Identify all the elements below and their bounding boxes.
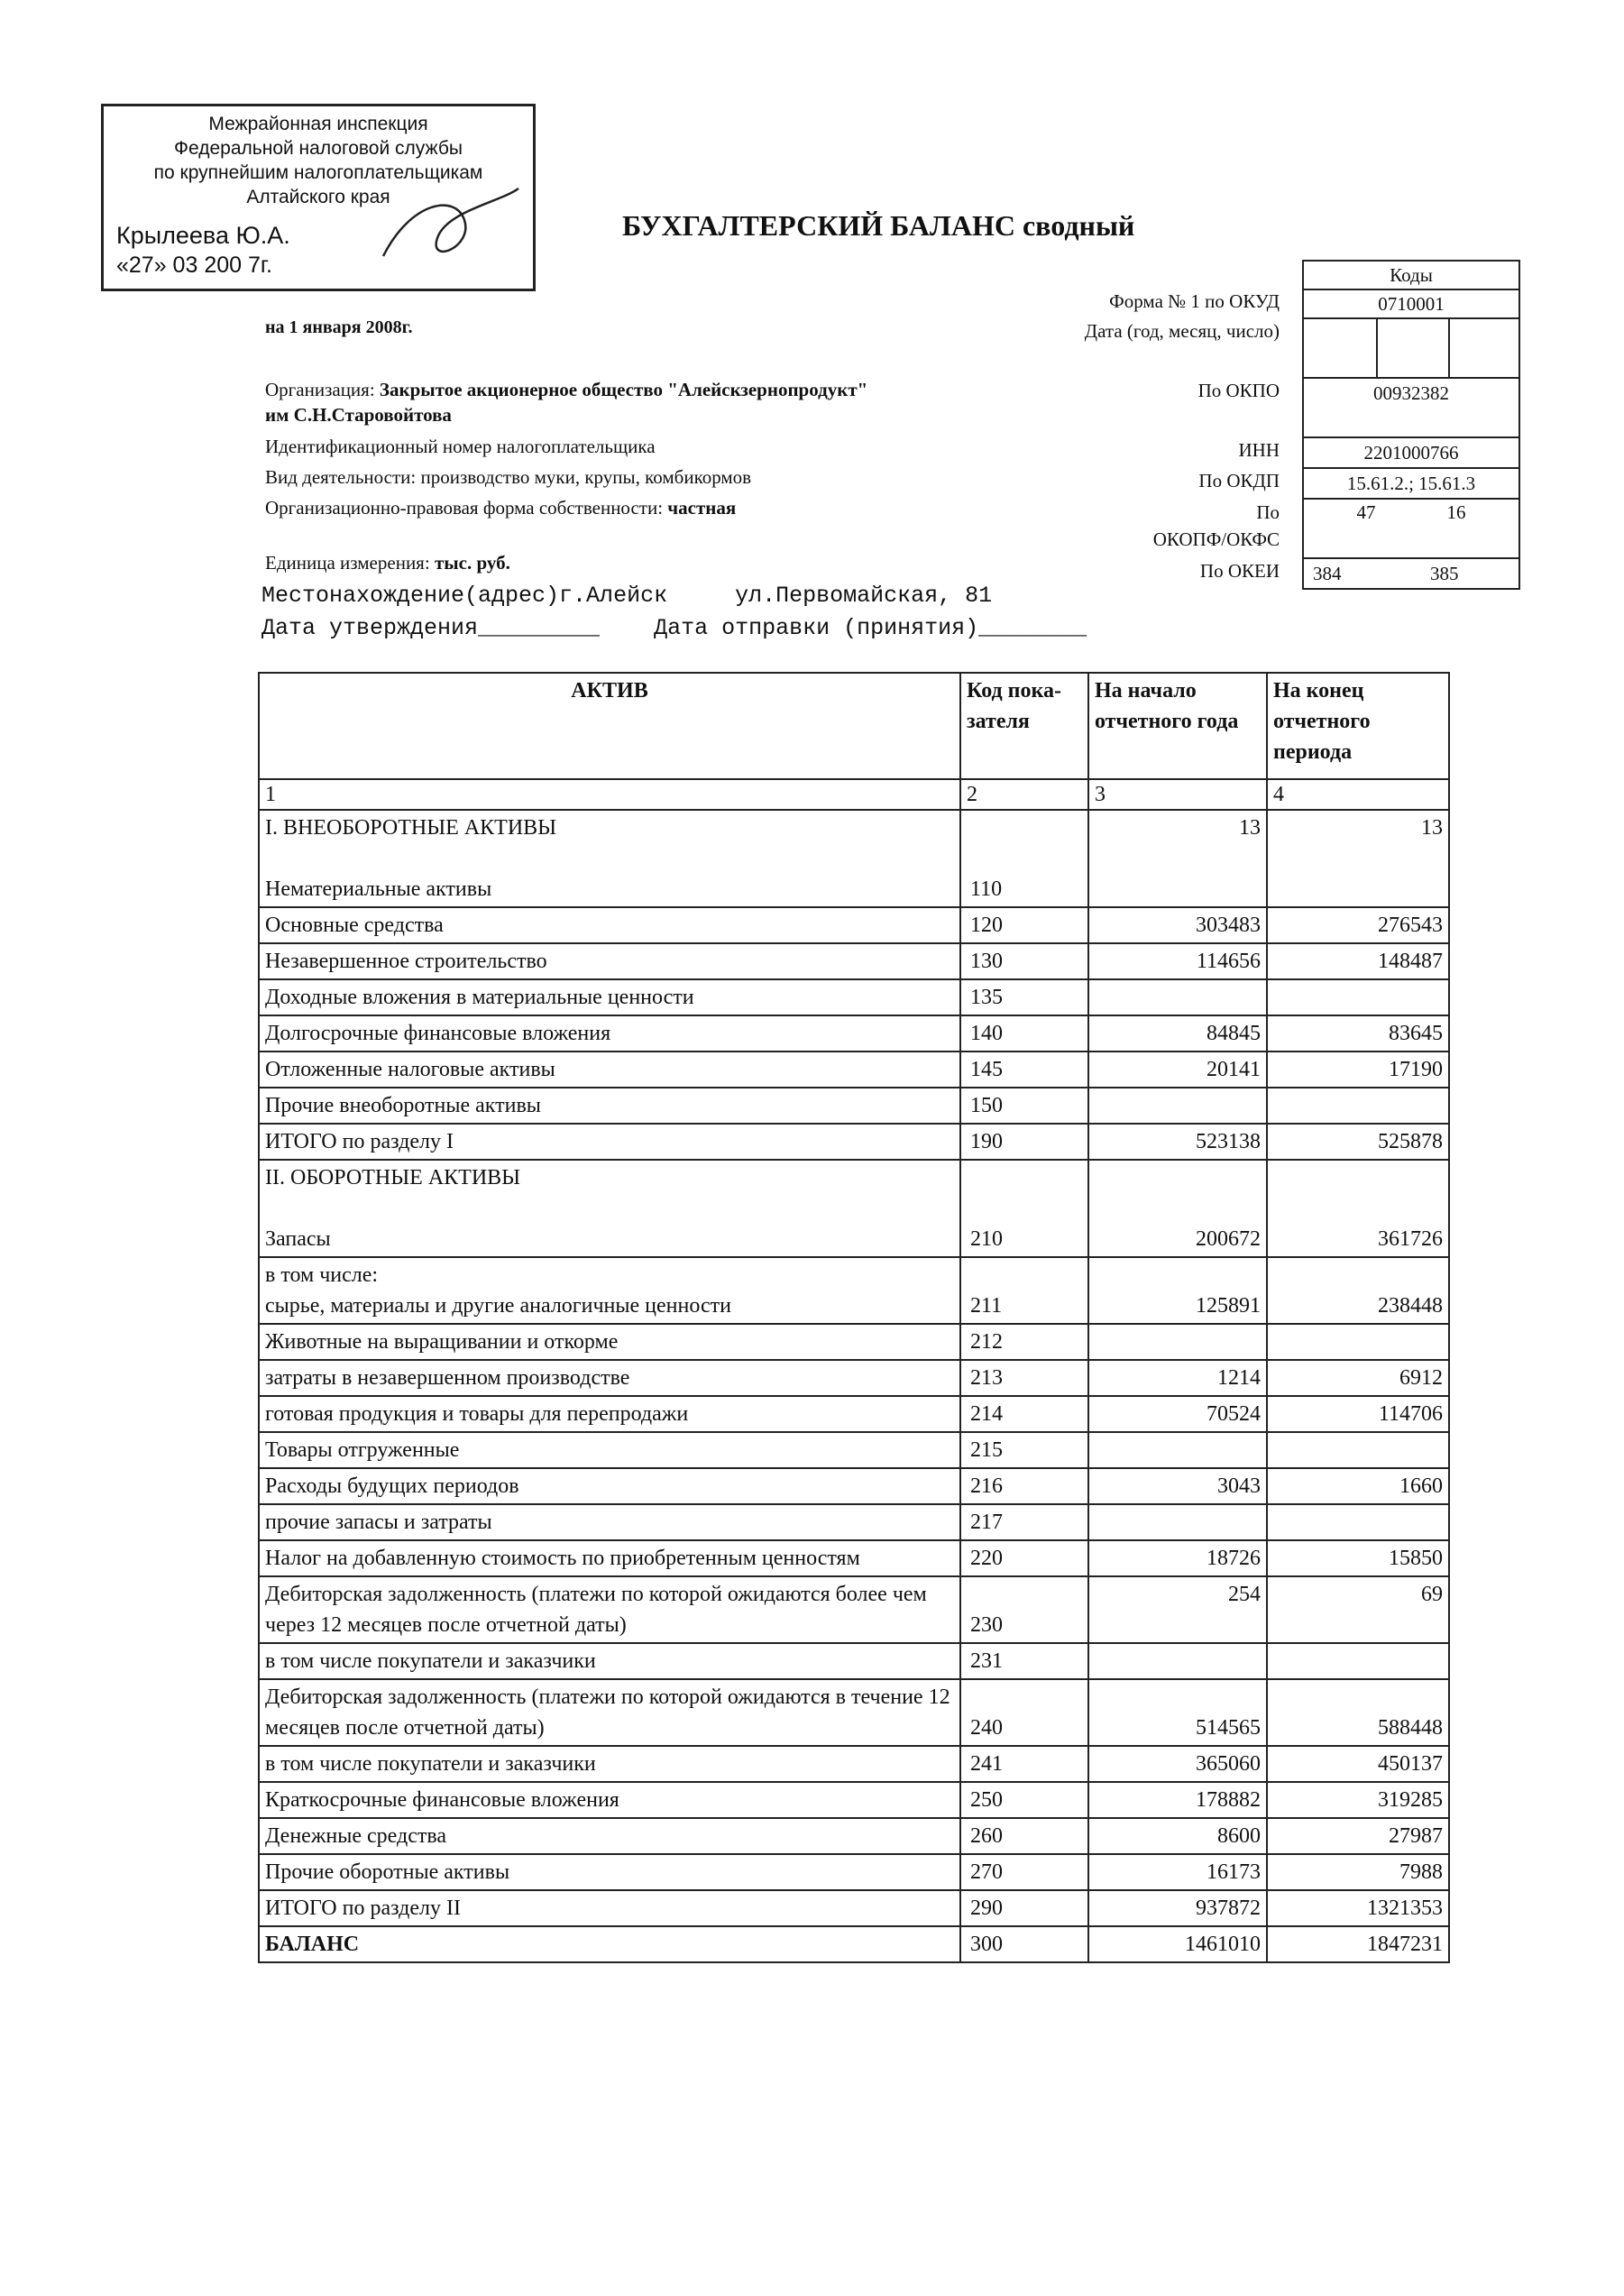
row-value-start: 1214 <box>1088 1360 1267 1396</box>
row-value-end: 238448 <box>1267 1257 1449 1324</box>
row-value-start <box>1088 1432 1267 1468</box>
row-value-end: 69 <box>1267 1576 1449 1643</box>
row-value-start <box>1088 1643 1267 1679</box>
row-value-start: 114656 <box>1088 943 1267 979</box>
row-code: 210 <box>960 1160 1088 1257</box>
row-value-start <box>1088 1324 1267 1360</box>
okud-label: Форма № 1 по ОКУД <box>1109 290 1280 312</box>
stamp-line: Федеральной налоговой службы <box>174 138 463 159</box>
okdp-code: 15.61.2.; 15.61.3 <box>1303 468 1519 499</box>
row-code: 213 <box>960 1360 1088 1396</box>
okud-code: 0710001 <box>1303 289 1519 318</box>
date-label: Дата (год, месяц, число) <box>1084 320 1280 342</box>
date-month-cell <box>1377 318 1449 378</box>
row-code: 190 <box>960 1124 1088 1160</box>
row-code: 220 <box>960 1540 1088 1576</box>
row-value-start: 13 <box>1088 810 1267 907</box>
okfs-code: 16 <box>1446 501 1466 523</box>
row-value-end: 6912 <box>1267 1360 1449 1396</box>
row-code: 230 <box>960 1576 1088 1643</box>
ownership-value: частная <box>667 497 737 519</box>
tax-inspection-stamp <box>101 104 536 291</box>
row-value-end <box>1267 979 1449 1015</box>
row-value-end: 588448 <box>1267 1679 1449 1746</box>
row-name: Расходы будущих периодов <box>259 1468 960 1504</box>
table-row <box>259 1746 1449 1782</box>
date-year-cell <box>1303 318 1377 378</box>
row-value-start: 1461010 <box>1088 1926 1267 1962</box>
col-header-asset: АКТИВ <box>259 673 960 779</box>
row-value-end <box>1267 1432 1449 1468</box>
inn-description: Идентификационный номер налогоплательщика <box>265 436 656 457</box>
row-value-start: 16173 <box>1088 1854 1267 1890</box>
row-value-end <box>1267 1324 1449 1360</box>
codes-header: Коды <box>1303 261 1519 289</box>
table-row <box>259 1432 1449 1468</box>
stamp-inspector-name: Крылеева Ю.А. <box>116 222 290 249</box>
row-name: в том числе покупатели и заказчики <box>259 1746 960 1782</box>
inn-label: ИНН <box>1238 439 1280 461</box>
row-name: Прочие внеоборотные активы <box>259 1088 960 1124</box>
row-value-end: 15850 <box>1267 1540 1449 1576</box>
table-row <box>259 1890 1449 1926</box>
table-row <box>259 1088 1449 1124</box>
row-name: ИТОГО по разделу II <box>259 1890 960 1926</box>
row-code: 290 <box>960 1890 1088 1926</box>
row-value-start <box>1088 1088 1267 1124</box>
row-value-end: 361726 <box>1267 1160 1449 1257</box>
table-row <box>259 1015 1449 1052</box>
okei-label: По ОКЕИ <box>1199 560 1280 582</box>
row-value-start: 178882 <box>1088 1782 1267 1818</box>
row-name: Прочие оборотные активы <box>259 1854 960 1890</box>
row-value-end: 27987 <box>1267 1818 1449 1854</box>
codes-box <box>1302 260 1520 590</box>
row-name: Долгосрочные финансовые вложения <box>259 1015 960 1052</box>
table-row <box>259 1643 1449 1679</box>
col-header-code: Код пока-зателя <box>960 673 1088 779</box>
approval-line: Дата утверждения_________ Дата отправки (принятия)________ <box>261 615 1087 641</box>
report-date: на 1 января 2008г. <box>265 317 413 337</box>
address-line: Местонахождение(адрес)г.Алейск ул.Первомайская, 81 <box>261 583 993 609</box>
row-code: 150 <box>960 1088 1088 1124</box>
col-index: 2 <box>960 779 1088 810</box>
row-value-end: 450137 <box>1267 1746 1449 1782</box>
table-row <box>259 1679 1449 1746</box>
row-code: 120 <box>960 907 1088 943</box>
row-name: Денежные средства <box>259 1818 960 1854</box>
row-code: 217 <box>960 1504 1088 1540</box>
inn-code: 2201000766 <box>1303 437 1519 468</box>
row-value-start: 254 <box>1088 1576 1267 1643</box>
row-name: Доходные вложения в материальные ценности <box>259 979 960 1015</box>
row-value-start: 303483 <box>1088 907 1267 943</box>
row-value-start: 200672 <box>1088 1160 1267 1257</box>
table-row <box>259 1818 1449 1854</box>
row-value-end <box>1267 1643 1449 1679</box>
table-row <box>259 1360 1449 1396</box>
signature-scribble <box>374 184 528 283</box>
row-name: Товары отгруженные <box>259 1432 960 1468</box>
row-value-end: 1847231 <box>1267 1926 1449 1962</box>
row-code: 260 <box>960 1818 1088 1854</box>
okei-code-2: 385 <box>1430 562 1459 584</box>
row-value-start <box>1088 979 1267 1015</box>
row-name: I. ВНЕОБОРОТНЫЕ АКТИВЫ Нематериальные активы <box>259 810 960 907</box>
okdp-label: По ОКДП <box>1198 470 1280 491</box>
row-code: 211 <box>960 1257 1088 1324</box>
unit-line <box>265 552 510 574</box>
table-row <box>259 1396 1449 1432</box>
col-index: 1 <box>259 779 960 810</box>
unit-value: тыс. руб. <box>434 552 510 574</box>
row-name: ИТОГО по разделу I <box>259 1124 960 1160</box>
org-line-2 <box>265 404 452 427</box>
col-index: 4 <box>1267 779 1449 810</box>
okopf-label-2: ОКОПФ/ОКФС <box>1152 528 1280 550</box>
activity-value: производство муки, крупы, комбикормов <box>420 466 752 488</box>
row-name: прочие запасы и затраты <box>259 1504 960 1540</box>
row-code: 212 <box>960 1324 1088 1360</box>
col-index: 3 <box>1088 779 1267 810</box>
row-name: Дебиторская задолженность (платежи по которой ожидаются более чем через 12 месяцев после отчетной даты) <box>259 1576 960 1643</box>
row-value-end: 13 <box>1267 810 1449 907</box>
row-code: 110 <box>960 810 1088 907</box>
date-day-cell <box>1449 318 1519 378</box>
row-value-start: 84845 <box>1088 1015 1267 1052</box>
row-code: 214 <box>960 1396 1088 1432</box>
table-row <box>259 1324 1449 1360</box>
table-row <box>259 1926 1449 1962</box>
table-row <box>259 1854 1449 1890</box>
row-code: 231 <box>960 1643 1088 1679</box>
table-row <box>259 1468 1449 1504</box>
row-value-end: 83645 <box>1267 1015 1449 1052</box>
table-row <box>259 979 1449 1015</box>
row-name: Основные средства <box>259 907 960 943</box>
row-name: Отложенные налоговые активы <box>259 1052 960 1088</box>
row-code: 215 <box>960 1432 1088 1468</box>
row-name: II. ОБОРОТНЫЕ АКТИВЫ Запасы <box>259 1160 960 1257</box>
stamp-date: «27» 03 200 7г. <box>116 253 272 278</box>
activity-line <box>265 466 751 489</box>
row-code: 250 <box>960 1782 1088 1818</box>
org-name-2: им С.Н.Старовойтова <box>265 404 452 426</box>
row-value-start: 18726 <box>1088 1540 1267 1576</box>
stamp-line: Межрайонная инспекция <box>208 114 428 134</box>
table-row <box>259 1782 1449 1818</box>
okopf-code: 47 <box>1356 501 1376 523</box>
org-line <box>265 379 867 401</box>
row-value-end: 7988 <box>1267 1854 1449 1890</box>
row-value-start: 8600 <box>1088 1818 1267 1854</box>
row-value-start: 70524 <box>1088 1396 1267 1432</box>
row-value-end: 525878 <box>1267 1124 1449 1160</box>
row-name: БАЛАНС <box>259 1926 960 1962</box>
row-value-start: 3043 <box>1088 1468 1267 1504</box>
table-row <box>259 907 1449 943</box>
row-name: готовая продукция и товары для перепродажи <box>259 1396 960 1432</box>
document-title: БУХГАЛТЕРСКИЙ БАЛАНС сводный <box>622 209 1135 242</box>
table-row <box>259 1257 1449 1324</box>
row-value-end <box>1267 1088 1449 1124</box>
row-value-start: 523138 <box>1088 1124 1267 1160</box>
unit-label: Единица измерения: <box>265 552 430 574</box>
row-code: 241 <box>960 1746 1088 1782</box>
row-code: 135 <box>960 979 1088 1015</box>
row-value-end: 1660 <box>1267 1468 1449 1504</box>
org-name: Закрытое акционерное общество "Алейскзернопродукт" <box>379 379 868 400</box>
row-code: 130 <box>960 943 1088 979</box>
row-value-end <box>1267 1504 1449 1540</box>
balance-table <box>258 672 1450 1963</box>
row-name: в том числе покупатели и заказчики <box>259 1643 960 1679</box>
row-value-start <box>1088 1504 1267 1540</box>
row-value-start: 20141 <box>1088 1052 1267 1088</box>
okopf-label: По <box>1256 501 1280 523</box>
row-code: 140 <box>960 1015 1088 1052</box>
org-label: Организация: <box>265 379 375 400</box>
row-code: 270 <box>960 1854 1088 1890</box>
stamp-line: по крупнейшим налогоплательщикам <box>153 162 483 183</box>
row-name: Незавершенное строительство <box>259 943 960 979</box>
row-value-end: 114706 <box>1267 1396 1449 1432</box>
row-value-end: 319285 <box>1267 1782 1449 1818</box>
table-row <box>259 943 1449 979</box>
activity-label: Вид деятельности: <box>265 466 417 488</box>
table-row <box>259 1052 1449 1088</box>
ownership-line <box>265 497 736 519</box>
row-value-start: 937872 <box>1088 1890 1267 1926</box>
row-name: затраты в незавершенном производстве <box>259 1360 960 1396</box>
table-row <box>259 1160 1449 1257</box>
row-code: 300 <box>960 1926 1088 1962</box>
row-value-end: 1321353 <box>1267 1890 1449 1926</box>
row-name: Животные на выращивании и откорме <box>259 1324 960 1360</box>
row-code: 145 <box>960 1052 1088 1088</box>
table-row <box>259 1540 1449 1576</box>
table-row <box>259 1576 1449 1643</box>
okpo-label: По ОКПО <box>1197 380 1280 401</box>
table-row <box>259 1124 1449 1160</box>
row-name: в том числе: сырье, материалы и другие аналогичные ценности <box>259 1257 960 1324</box>
row-value-start: 125891 <box>1088 1257 1267 1324</box>
col-header-start: На начало отчетного года <box>1088 673 1267 779</box>
okei-code-1: 384 <box>1313 562 1342 584</box>
row-name: Дебиторская задолженность (платежи по которой ожидаются в течение 12 месяцев после отчетной даты) <box>259 1679 960 1746</box>
row-value-start: 514565 <box>1088 1679 1267 1746</box>
row-code: 240 <box>960 1679 1088 1746</box>
ownership-label: Организационно-правовая форма собственности: <box>265 497 664 519</box>
row-name: Налог на добавленную стоимость по приобретенным ценностям <box>259 1540 960 1576</box>
row-value-start: 365060 <box>1088 1746 1267 1782</box>
okpo-code: 00932382 <box>1303 378 1519 437</box>
col-header-end: На конец отчетного периода <box>1267 673 1449 779</box>
row-value-end: 276543 <box>1267 907 1449 943</box>
table-row <box>259 1504 1449 1540</box>
row-value-end: 17190 <box>1267 1052 1449 1088</box>
row-code: 216 <box>960 1468 1088 1504</box>
stamp-line: Алтайского края <box>246 187 390 207</box>
table-row <box>259 810 1449 907</box>
row-name: Краткосрочные финансовые вложения <box>259 1782 960 1818</box>
row-value-end: 148487 <box>1267 943 1449 979</box>
